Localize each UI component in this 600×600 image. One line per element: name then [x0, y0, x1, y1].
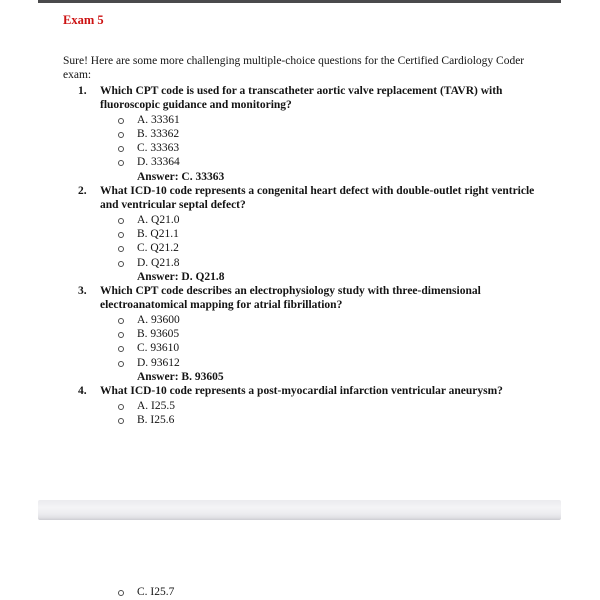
option-label: B. I25.6 [137, 413, 175, 426]
option-bullet-icon [118, 332, 124, 338]
document-top-border [38, 0, 561, 3]
question-3 [0, 284, 600, 384]
option-bullet-icon [118, 418, 124, 424]
option-row [0, 327, 600, 341]
option-bullet-icon [118, 146, 124, 152]
option-label: C. 33363 [137, 142, 180, 155]
option-row [0, 213, 600, 227]
option-label: B. 33362 [137, 127, 180, 140]
option-label: A. Q21.0 [137, 213, 180, 226]
answer-line: Answer: C. 33363 [137, 170, 225, 183]
option-label: D. Q21.8 [137, 256, 180, 269]
option-row [0, 241, 600, 255]
option-label: B. 93605 [137, 328, 180, 341]
option-label: C. Q21.2 [137, 242, 179, 255]
option-bullet-icon [118, 232, 124, 238]
option-label: A. I25.5 [137, 399, 176, 412]
option-bullet-icon [118, 218, 124, 224]
answer-line: Answer: B. 93605 [137, 370, 224, 383]
option-row [0, 413, 600, 427]
option-row [0, 313, 600, 327]
option-bullet-icon [118, 246, 124, 252]
option-label: D. 33364 [137, 156, 180, 169]
exam-title: Exam 5 [63, 13, 104, 27]
option-bullet-icon [118, 118, 124, 124]
option-row [0, 341, 600, 355]
option-bullet-icon [118, 132, 124, 138]
answer-line: Answer: D. Q21.8 [137, 270, 225, 283]
question-text: Which CPT code describes an electrophysiology study with three-dimensional electroanatomical mapping for atrial fibrillation? [100, 285, 481, 312]
option-row [0, 113, 600, 127]
option-label: A. 93600 [137, 313, 180, 326]
question-text: What ICD-10 code represents a post-myocardial infarction ventricular aneurysm? [100, 385, 503, 398]
option-row [0, 399, 600, 413]
option-row [0, 141, 600, 155]
option-bullet-icon [118, 261, 124, 267]
question-2 [0, 184, 600, 284]
option-bullet-icon [118, 160, 124, 166]
question-list [0, 84, 600, 427]
option-bullet-icon [118, 361, 124, 367]
question-1 [0, 84, 600, 184]
option-bullet-icon [118, 346, 124, 352]
option-row [0, 227, 600, 241]
question-number: 3. [78, 285, 87, 298]
intro-paragraph: Sure! Here are some more challenging multiple-choice questions for the Certified Cardiology Coder exam: [63, 54, 525, 81]
question-text: Which CPT code is used for a transcatheter aortic valve replacement (TAVR) with fluoroscopic guidance and monitoring? [100, 85, 503, 112]
question-text: What ICD-10 code represents a congenital heart defect with double-outlet right ventricle and ventricular septal defect? [100, 185, 535, 212]
page-break-separator [38, 500, 561, 520]
option-row [0, 256, 600, 270]
option-label: A. 33361 [137, 113, 180, 126]
option-row [0, 585, 600, 599]
option-row [0, 356, 600, 370]
option-bullet-icon [118, 404, 124, 410]
question-4 [0, 384, 600, 427]
option-label: D. 93612 [137, 356, 180, 369]
option-bullet-icon [118, 590, 124, 596]
option-label: C. 93610 [137, 342, 180, 355]
option-label: B. Q21.1 [137, 227, 179, 240]
option-bullet-icon [118, 318, 124, 324]
question-number: 1. [78, 85, 87, 97]
question-number: 2. [78, 185, 87, 198]
option-row [0, 155, 600, 169]
option-row [0, 127, 600, 141]
question-number: 4. [78, 385, 87, 398]
option-label: C. I25.7 [137, 586, 175, 598]
next-page-content [0, 585, 600, 599]
